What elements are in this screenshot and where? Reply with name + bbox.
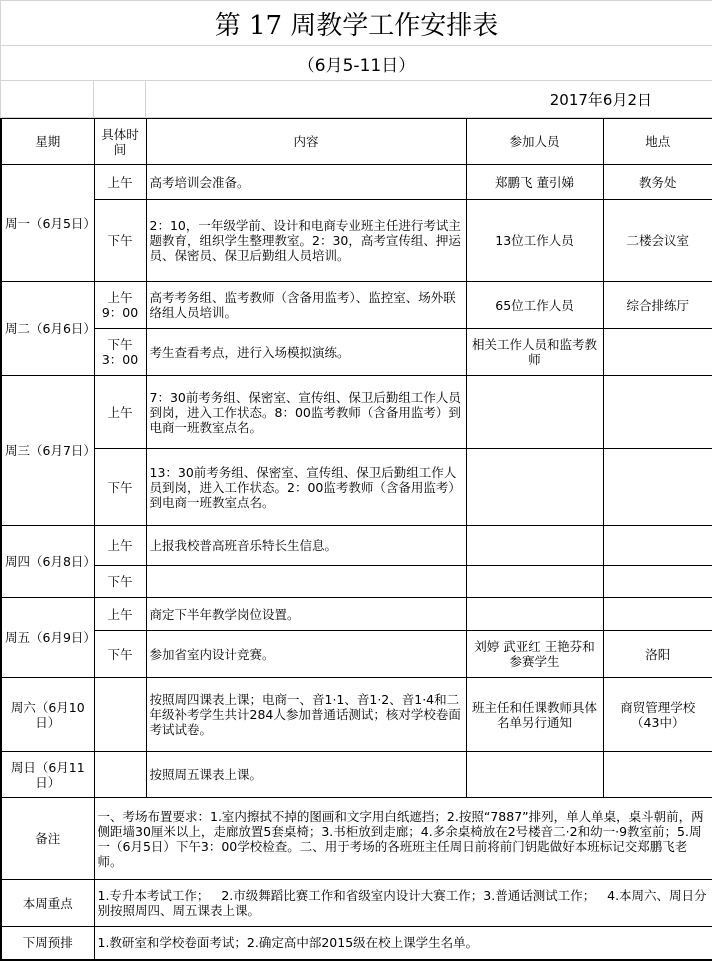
day-cell: 周四（6月8日） — [1, 526, 94, 598]
content-cell: 按照周五课表上课。 — [146, 752, 466, 798]
day-cell: 周一（6月5日） — [1, 165, 94, 282]
time-cell: 上午 — [94, 376, 146, 449]
issue-date: 2017年6月2日 — [146, 81, 712, 118]
people-cell: 郑鹏飞 董引娣 — [466, 165, 603, 200]
content-cell: 商定下半年教学岗位设置。 — [146, 598, 466, 631]
table-row — [1, 282, 712, 329]
people-cell — [466, 376, 603, 449]
place-cell: 综合排练厅 — [603, 282, 712, 329]
place-cell — [603, 449, 712, 526]
table-row — [1, 200, 712, 282]
focus-content: 1.专升本考试工作； 2.市级舞蹈比赛工作和省级室内设计大赛工作；3.普通话测试工作； 4.本周六、周日分别按照周四、周五课表上课。 — [94, 880, 712, 927]
place-cell — [603, 376, 712, 449]
table-row — [1, 598, 712, 631]
schedule-table — [0, 118, 712, 961]
day-cell: 周三（6月7日） — [1, 376, 94, 526]
people-cell — [466, 449, 603, 526]
people-cell — [466, 526, 603, 566]
time-cell — [94, 752, 146, 798]
table-row — [1, 566, 712, 598]
table-row — [1, 329, 712, 376]
time-cell: 下午 — [94, 449, 146, 526]
next-week-label: 下周预排 — [1, 927, 94, 960]
people-cell: 13位工作人员 — [466, 200, 603, 282]
table-row — [1, 631, 712, 678]
notes-content: 一、考场布置要求：1.室内擦拭不掉的图画和文字用白纸遮挡；2.按照“7887”排列，单人单桌，桌斗朝前，两侧距墙30厘米以上，走廊放置5套桌椅；3.书柜放到走廊；4.多余桌椅放在2号楼音二·2和幼一·9教室前；5.周一（6月5日）下午3：00学校检查。二、用于考场的各班班主任周日前将前门钥匙做好本班标记交郑鹏飞老师。 — [94, 798, 712, 880]
people-cell: 班主任和任课教师具体名单另行通知 — [466, 678, 603, 752]
next-week-row — [1, 927, 712, 960]
place-cell — [603, 329, 712, 376]
table-row — [1, 678, 712, 752]
content-cell — [146, 566, 466, 598]
focus-row — [1, 880, 712, 927]
header-people: 参加人员 — [466, 119, 603, 165]
place-cell — [603, 752, 712, 798]
place-cell — [603, 598, 712, 631]
time-cell: 上午 — [94, 165, 146, 200]
time-cell — [94, 678, 146, 752]
notes-row — [1, 798, 712, 880]
place-cell: 教务处 — [603, 165, 712, 200]
focus-label: 本周重点 — [1, 880, 94, 927]
table-header-row — [1, 119, 712, 165]
blank-cell — [94, 81, 146, 118]
header-table — [0, 0, 712, 118]
day-cell: 周六（6月10日） — [1, 678, 94, 752]
blank-cell — [1, 81, 94, 118]
time-cell: 下午 3：00 — [94, 329, 146, 376]
day-cell: 周日（6月11日） — [1, 752, 94, 798]
content-cell: 7：30前考务组、保密室、宣传组、保卫后勤组工作人员到岗，进入工作状态。8：00监考教师（含备用监考）到电商一班教室点名。 — [146, 376, 466, 449]
time-cell: 下午 — [94, 631, 146, 678]
people-cell: 刘婷 武亚红 王艳芬和参赛学生 — [466, 631, 603, 678]
header-content: 内容 — [146, 119, 466, 165]
people-cell — [466, 598, 603, 631]
time-cell: 上午 — [94, 526, 146, 566]
place-cell: 商贸管理学校（43中） — [603, 678, 712, 752]
page-subtitle: （6月5-11日） — [1, 46, 712, 81]
place-cell: 洛阳 — [603, 631, 712, 678]
notes-label: 备注 — [1, 798, 94, 880]
table-row — [1, 449, 712, 526]
header-time: 具体时间 — [94, 119, 146, 165]
page-title: 第 17 周教学工作安排表 — [1, 1, 712, 46]
people-cell: 相关工作人员和监考教师 — [466, 329, 603, 376]
time-cell: 上午 — [94, 598, 146, 631]
people-cell: 65位工作人员 — [466, 282, 603, 329]
content-cell: 上报我校普高班音乐特长生信息。 — [146, 526, 466, 566]
table-row — [1, 165, 712, 200]
content-cell: 考生查看考点，进行入场模拟演练。 — [146, 329, 466, 376]
content-cell: 2：10，一年级学前、设计和电商专业班主任进行考试主题教育，组织学生整理教室。2：30，高考宣传组、押运员、保密员、保卫后勤组人员培训。 — [146, 200, 466, 282]
place-cell — [603, 566, 712, 598]
day-cell: 周二（6月6日） — [1, 282, 94, 376]
content-cell: 按照周四课表上课；电商一、音1·1、音1·2、音1·4和二年级补考学生共计284人参加普通话测试；核对学校卷面考试试卷。 — [146, 678, 466, 752]
time-cell: 下午 — [94, 566, 146, 598]
table-row — [1, 526, 712, 566]
people-cell — [466, 752, 603, 798]
header-place: 地点 — [603, 119, 712, 165]
content-cell: 参加省室内设计竞赛。 — [146, 631, 466, 678]
time-cell: 上午 9：00 — [94, 282, 146, 329]
content-cell: 高考考务组、监考教师（含备用监考）、监控室、场外联络组人员培训。 — [146, 282, 466, 329]
content-cell: 13：30前考务组、保密室、宣传组、保卫后勤组工作人员到岗，进入工作状态。2：00监考教师（含备用监考）到电商一班教室点名。 — [146, 449, 466, 526]
content-cell: 高考培训会准备。 — [146, 165, 466, 200]
header-day: 星期 — [1, 119, 94, 165]
place-cell — [603, 526, 712, 566]
place-cell: 二楼会议室 — [603, 200, 712, 282]
table-row — [1, 752, 712, 798]
time-cell: 下午 — [94, 200, 146, 282]
people-cell — [466, 566, 603, 598]
day-cell: 周五（6月9日） — [1, 598, 94, 678]
table-row — [1, 376, 712, 449]
next-week-content: 1.教研室和学校卷面考试；2.确定高中部2015级在校上课学生名单。 — [94, 927, 712, 960]
